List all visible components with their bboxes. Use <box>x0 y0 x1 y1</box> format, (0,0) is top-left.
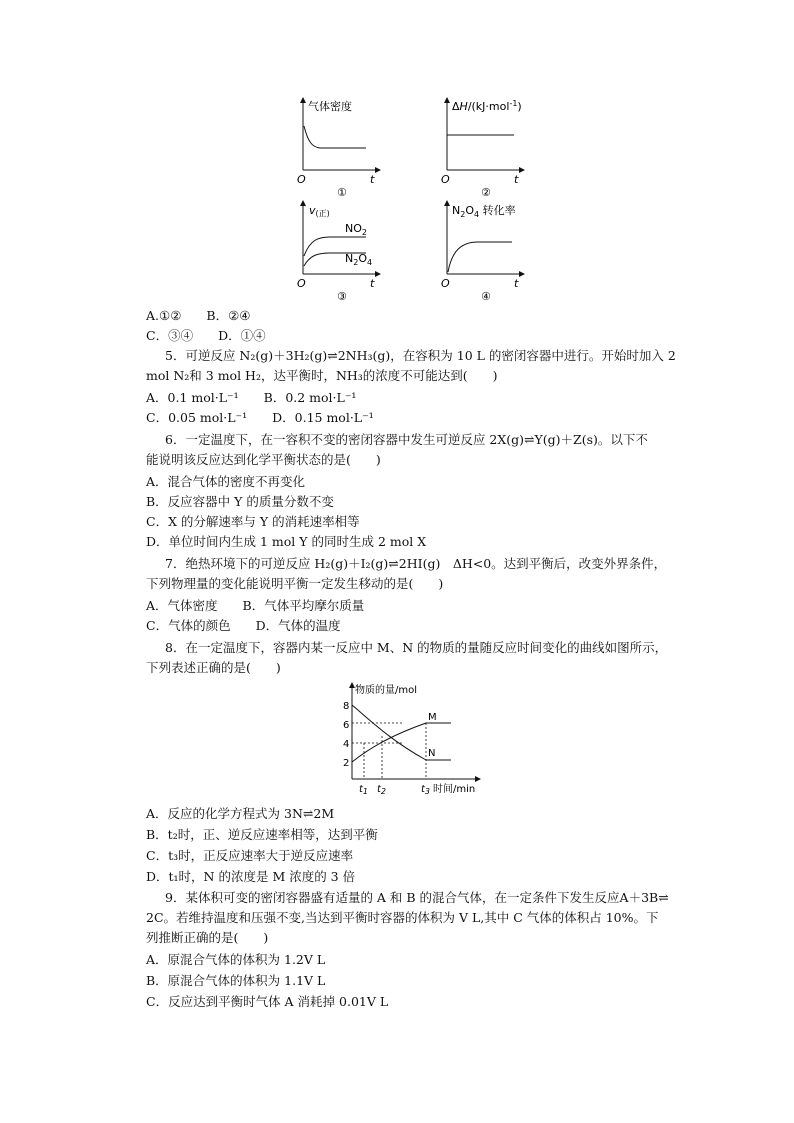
svg-text:O: O <box>297 173 306 186</box>
q6-stem-1: 6．一定温度下，在一容积不变的密闭容器中发生可逆反应 2X(g)⇌Y(g)＋Z(s)。以下不 <box>165 432 648 447</box>
svg-text:t: t <box>370 173 375 186</box>
q7-options-2: C．气体的颜色 D．气体的温度 <box>146 618 341 633</box>
q6-option-c: C．X 的分解速率与 Y 的消耗速率相等 <box>146 514 360 529</box>
q6-option-b: B．反应容器中 Y 的质量分数不变 <box>146 494 334 509</box>
svg-text:t: t <box>514 277 519 290</box>
q9-option-c: C．反应达到平衡时气体 A 消耗掉 0.01V L <box>146 994 389 1009</box>
svg-text:t1: $t_1$ <box>359 784 369 796</box>
graph-2-ylabel: ΔH/(kJ·mol$^{-1}$) <box>452 99 522 113</box>
q7-stem-2: 下列物理量的变化能说明平衡一定发生移动的是( ) <box>146 576 444 591</box>
q8-stem-1: 8．在一定温度下，容器内某一反应中 M、N 的物质的量随反应时间变化的曲线如图所示， <box>165 640 668 655</box>
graph-4-conversion <box>441 203 522 303</box>
q8-chart-label-n: N <box>428 748 436 759</box>
q5-options-2: C．0.05 mol·L⁻¹ D．0.15 mol·L⁻¹ <box>146 410 374 425</box>
svg-text:2: 2 <box>343 758 350 769</box>
svg-text:8: 8 <box>343 701 350 712</box>
q4-options-line-1: A.①② B．②④ <box>146 308 251 323</box>
q9-option-a: A．原混合气体的体积为 1.2V L <box>146 952 326 967</box>
svg-text:4: 4 <box>343 739 350 750</box>
graph-4-number: ④ <box>481 290 491 303</box>
graph-1-ylabel: 气体密度 <box>308 100 352 113</box>
q8-option-a: A．反应的化学方程式为 3N⇌2M <box>146 806 335 821</box>
graph-1-number: ① <box>337 186 347 199</box>
q7-stem-1: 7．绝热环境下的可逆反应 H₂(g)＋I₂(g)⇌2HI(g) ΔH<0。达到平衡后，改变外界条件， <box>165 556 667 571</box>
svg-text:t3: $t_3$ <box>421 784 431 796</box>
q8-option-c: C．t₃时，正反应速率大于逆反应速率 <box>146 848 354 863</box>
q5-options-1: A．0.1 mol·L⁻¹ B．0.2 mol·L⁻¹ <box>146 390 357 405</box>
graph-4-ylabel: $N_2O_4$ 转化率 <box>452 204 516 219</box>
q8-stem-2: 下列表述正确的是( ) <box>146 660 281 675</box>
q8-chart <box>0 680 794 800</box>
svg-text:t: t <box>370 277 375 290</box>
svg-text:6: 6 <box>343 720 350 731</box>
svg-text:O: O <box>441 173 450 186</box>
graph-3-series-no2: $NO_2$ <box>345 222 367 237</box>
graph-2-enthalpy <box>441 99 522 199</box>
svg-text:t: t <box>514 173 519 186</box>
q6-option-a: A．混合气体的密度不再变化 <box>146 474 306 489</box>
q8-option-b: B．t₂时，正、逆反应速率相等，达到平衡 <box>146 827 378 842</box>
q8-chart-label-m: M <box>428 712 437 723</box>
q8-option-d: D．t₁时，N 的浓度是 M 浓度的 3 倍 <box>146 869 356 884</box>
q4-options-line-2: C．③④ D．①④ <box>146 328 266 343</box>
graph-3-series-n2o4: $N_2O_4$ <box>345 252 373 267</box>
graph-3-ylabel: v(正) <box>309 204 330 218</box>
graph-2-number: ② <box>481 186 491 199</box>
q6-option-d: D．单位时间内生成 1 mol Y 的同时生成 2 mol X <box>146 534 427 549</box>
q7-options-1: A．气体密度 B．气体平均摩尔质量 <box>146 598 365 613</box>
graph-3-rate <box>297 203 378 303</box>
q5-stem-1: 5．可逆反应 N₂(g)＋3H₂(g)⇌2NH₃(g)，在容积为 10 L 的密闭容器中进行。开始时加入 2 <box>165 348 676 363</box>
q8-chart-xlabel: 时间/min <box>433 784 476 795</box>
q9-stem-2: 2C。若维持温度和压强不变,当达到平衡时容器的体积为 V L,其中 C 气体的体积占 10%。下 <box>146 910 659 925</box>
svg-text:O: O <box>441 277 450 290</box>
q5-stem-2: mol N₂和 3 mol H₂，达平衡时，NH₃的浓度不可能达到( ) <box>146 368 498 383</box>
q9-option-b: B．原混合气体的体积为 1.1V L <box>146 973 326 988</box>
graph-3-number: ③ <box>337 290 347 303</box>
q8-chart-ylabel: 物质的量/mol <box>355 685 418 696</box>
svg-text:t2: $t_2$ <box>377 784 387 796</box>
q6-stem-2: 能说明该反应达到化学平衡状态的是( ) <box>146 452 381 467</box>
svg-text:O: O <box>297 277 306 290</box>
q8-chart-series-m <box>352 723 451 762</box>
q9-stem-3: 列推断正确的是( ) <box>146 930 269 945</box>
q9-stem-1: 9．某体积可变的密闭容器盛有适量的 A 和 B 的混合气体，在一定条件下发生反应A＋3B⇌ <box>165 890 669 905</box>
graph-1-density <box>297 99 378 199</box>
